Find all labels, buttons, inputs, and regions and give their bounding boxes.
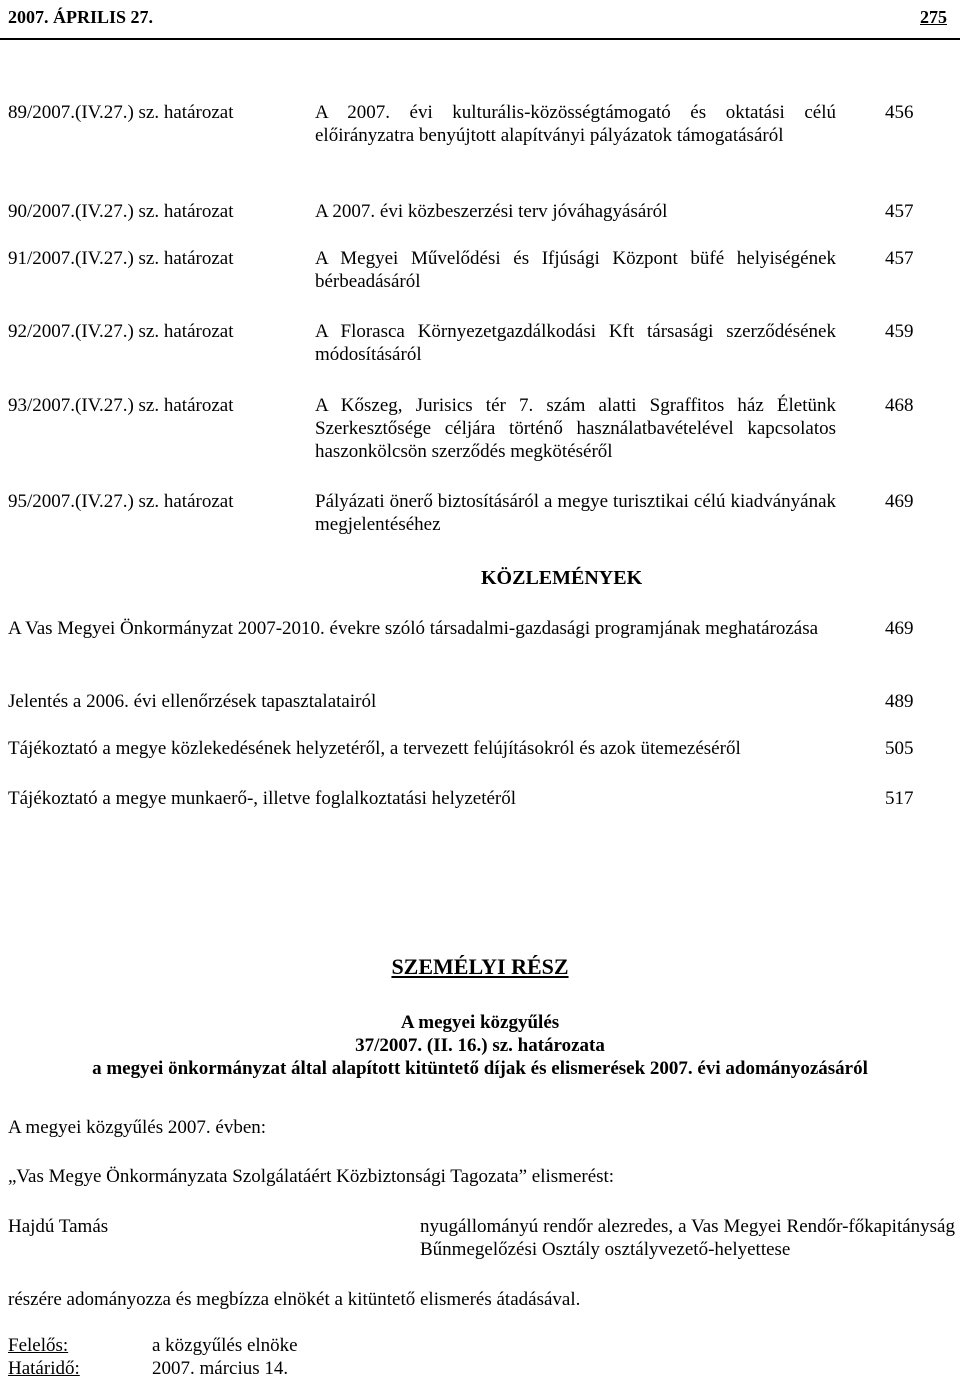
- intro-text: A megyei közgyűlés 2007. évben:: [8, 1117, 267, 1138]
- page-number: 275: [920, 7, 947, 27]
- notice-page: 517: [885, 788, 914, 809]
- resolution-title: A 2007. évi kulturális-közösségtámogató és oktatási célú előirányzatra benyújtott alapítványi pályázatok támogatásáról: [315, 102, 836, 146]
- resolution-title: A Megyei Művelődési és Ifjúsági Központ büfé helyiségének bérbeadásáról: [315, 248, 836, 292]
- notice-page: 489: [885, 691, 914, 712]
- resolution-page: 468: [885, 395, 914, 416]
- notice-title: A Vas Megyei Önkormányzat 2007-2010. évekre szóló társadalmi-gazdasági programjának meghatározása: [8, 618, 819, 639]
- notice-title: Tájékoztató a megye munkaerő-, illetve foglalkoztatási helyzetéről: [8, 788, 517, 809]
- resolution-title: A Kőszeg, Jurisics tér 7. szám alatti Sgraffitos ház Életünk Szerkesztősége céljára történő használatbavételével kapcsolatos haszonkölcsön szerződés megkötéséről: [315, 395, 836, 462]
- notice-title: Tájékoztató a megye közlekedésének helyzetéről, a tervezett felújításokról és azok ütemezéséről: [8, 738, 741, 759]
- resolution-number: 91/2007.(IV.27.) sz. határozat: [8, 248, 234, 269]
- resolution-number: 90/2007.(IV.27.) sz. határozat: [8, 201, 234, 222]
- kozlemenyek-heading: KÖZLEMÉNYEK: [481, 567, 643, 589]
- resolution-heading-body: A megyei közgyűlés: [400, 1012, 560, 1033]
- closing-text: részére adományozza és megbízza elnökét a kitüntető elismerés átadásával.: [8, 1289, 581, 1310]
- resolution-page: 457: [885, 201, 914, 222]
- header-date: 2007. ÁPRILIS 27.: [8, 7, 154, 27]
- notice-page: 505: [885, 738, 914, 759]
- resolution-heading-subject: a megyei önkormányzat által alapított kitüntető díjak és elismerések 2007. évi adományozásáról: [92, 1058, 868, 1079]
- resolution-heading-number: 37/2007. (II. 16.) sz. határozata: [355, 1035, 605, 1056]
- recipient-role: nyugállományú rendőr alezredes, a Vas Megyei Rendőr-főkapitányság Bűnmegelőzési Osztály osztályvezető-helyettese: [420, 1216, 955, 1260]
- resolution-title: A Florasca Környezetgazdálkodási Kft társasági szerződésének módosításáról: [315, 321, 836, 365]
- header-divider: [0, 38, 960, 40]
- award-name: „Vas Megye Önkormányzata Szolgálatáért Közbiztonsági Tagozata” elismerést:: [8, 1166, 615, 1187]
- deadline-value: 2007. március 14.: [152, 1358, 289, 1379]
- notice-title: Jelentés a 2006. évi ellenőrzések tapasztalatairól: [8, 691, 377, 712]
- resolution-number: 95/2007.(IV.27.) sz. határozat: [8, 491, 234, 512]
- resolution-page: 469: [885, 491, 914, 512]
- resolution-page: 456: [885, 102, 914, 123]
- responsible-label: Felelős:: [8, 1335, 69, 1356]
- responsible-value: a közgyűlés elnöke: [152, 1335, 298, 1356]
- recipient-name: Hajdú Tamás: [8, 1216, 109, 1237]
- section-title: SZEMÉLYI RÉSZ: [391, 954, 569, 979]
- resolution-number: 89/2007.(IV.27.) sz. határozat: [8, 102, 234, 123]
- resolution-number: 93/2007.(IV.27.) sz. határozat: [8, 395, 234, 416]
- deadline-label: Határidő:: [8, 1358, 80, 1379]
- resolution-title: Pályázati önerő biztosításáról a megye turisztikai célú kiadványának megjelentéséhez: [315, 491, 836, 535]
- resolution-title: A 2007. évi közbeszerzési terv jóváhagyásáról: [315, 201, 668, 222]
- notice-page: 469: [885, 618, 914, 639]
- resolution-page: 459: [885, 321, 914, 342]
- resolution-number: 92/2007.(IV.27.) sz. határozat: [8, 321, 234, 342]
- resolution-page: 457: [885, 248, 914, 269]
